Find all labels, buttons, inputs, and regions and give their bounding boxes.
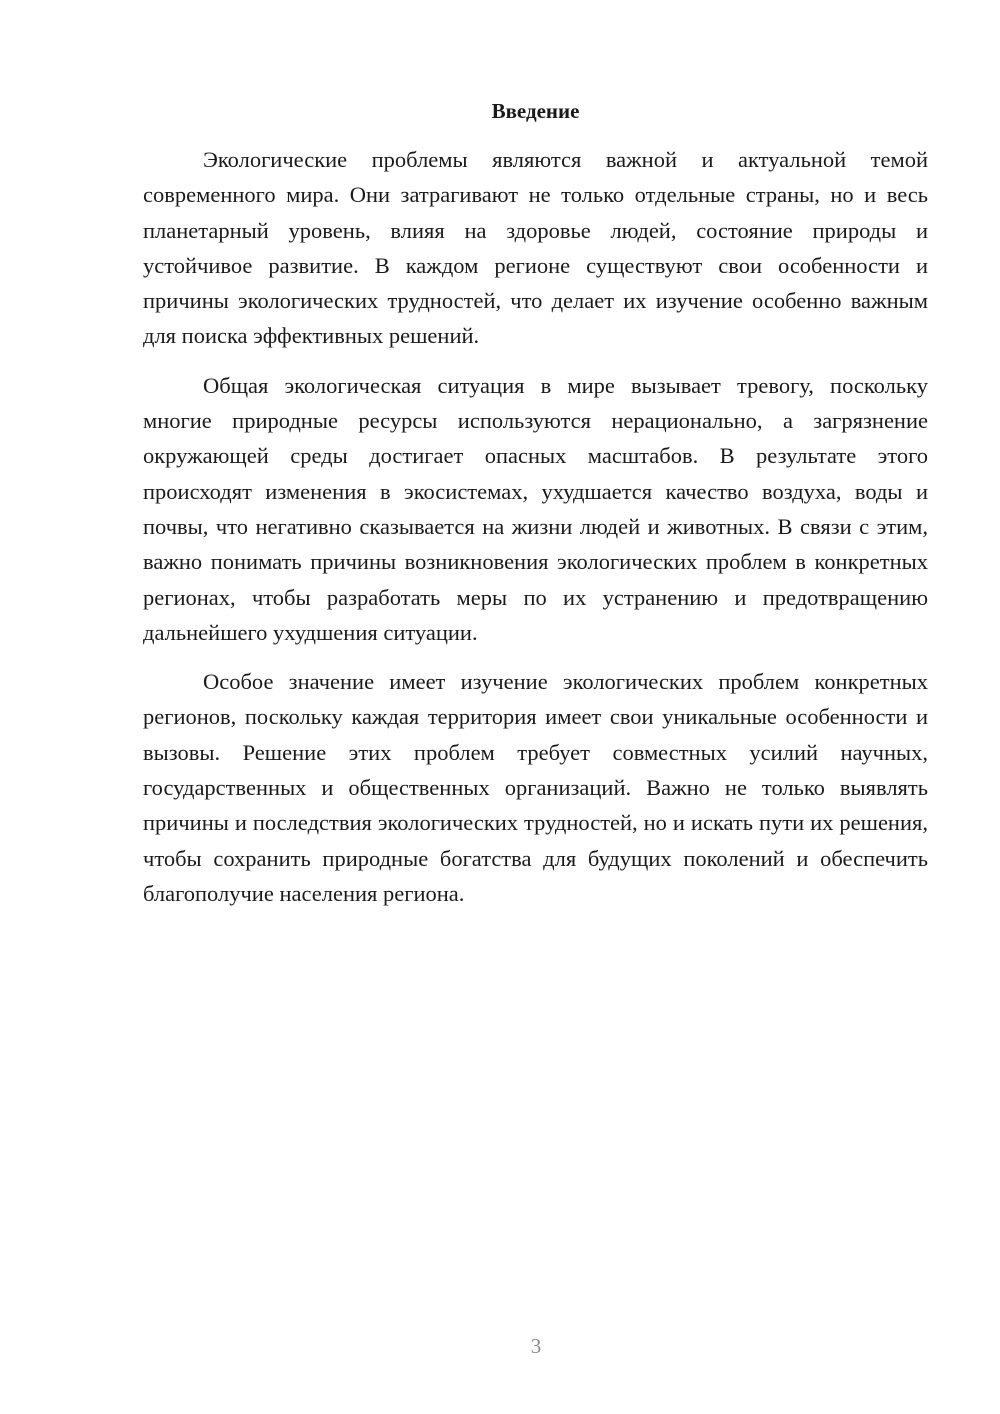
paragraph-1: Экологические проблемы являются важной и актуальной темой современного мира. Они затрагивают не только отдельные страны, но и весь планетарный уровень, влияя на здоровье людей, состояние природы и устойчивое развитие. В каждом регионе существуют свои особенности и причины экологических трудностей, что делает их изучение особенно важным для поиска эффективных решений. bbox=[143, 147, 928, 349]
page-number: 3 bbox=[530, 1334, 542, 1358]
paragraph-2: Общая экологическая ситуация в мире вызывает тревогу, поскольку многие природные ресурсы используются нерационально, а загрязнение окружающей среды достигает опасных масштабов. В результате этого происходят изменения в экосистемах, ухудшается качество воздуха, воды и почвы, что негативно сказывается на жизни людей и животных. В связи с этим, важно понимать причины возникновения экологических проблем в конкретных регионах, чтобы разработать меры по их устранению и предотвращению дальнейшего ухудшения ситуации. bbox=[143, 372, 928, 645]
paragraph-3: Особое значение имеет изучение экологических проблем конкретных регионов, поскольку каждая территория имеет свои уникальные особенности и вызовы. Решение этих проблем требует совместных усилий научных, государственных и общественных организаций. Важно не только выявлять причины и последствия экологических трудностей, но и искать пути их решения, чтобы сохранить природные богатства для будущих поколений и обеспечить благополучие населения региона. bbox=[143, 669, 928, 906]
document-body bbox=[143, 142, 928, 925]
section-heading: Введение bbox=[491, 99, 580, 123]
